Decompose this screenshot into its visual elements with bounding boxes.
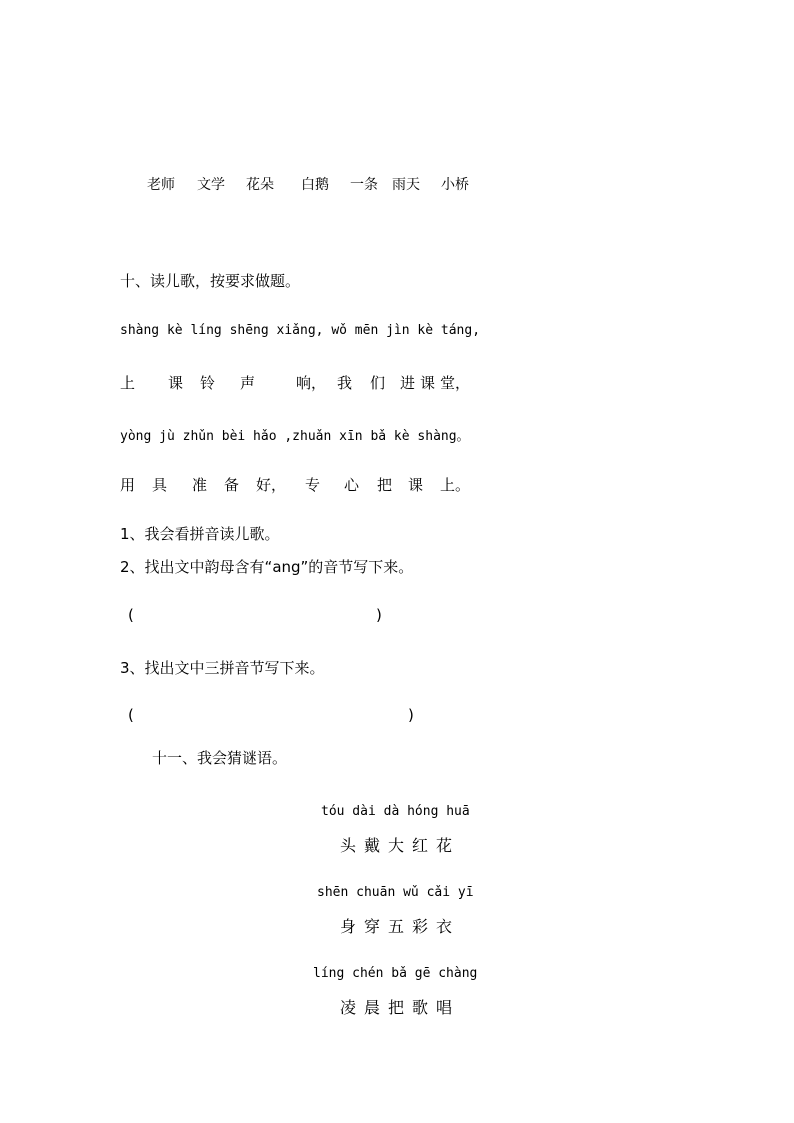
poem-char: 堂， bbox=[440, 374, 471, 392]
open-paren: ( bbox=[128, 706, 134, 724]
poem-char: 心 bbox=[344, 476, 360, 494]
riddle-hanzi: 头戴大红花 bbox=[340, 836, 461, 855]
poem-pinyin-line-1: shàng kè líng shēng xiǎng, wǒ mēn jìn kè táng, bbox=[120, 323, 481, 338]
poem-char: 响， bbox=[296, 374, 327, 392]
poem-char: 们 bbox=[370, 374, 386, 392]
poem-char: 用 bbox=[120, 476, 136, 494]
close-paren: ) bbox=[376, 606, 382, 624]
word-item: 小桥 bbox=[441, 177, 469, 193]
question-1: 1、我会看拼音读儿歌。 bbox=[120, 525, 280, 543]
poem-char: 备 bbox=[224, 476, 240, 494]
poem-char: 我 bbox=[337, 374, 353, 392]
section-11-title: 十一、我会猜谜语。 bbox=[152, 749, 288, 767]
poem-char: 课 bbox=[168, 374, 184, 392]
word-item: 老师 bbox=[147, 177, 175, 193]
poem-char: 具 bbox=[152, 476, 168, 494]
poem-char: 声 bbox=[240, 374, 256, 392]
word-item: 白鹅 bbox=[301, 177, 329, 193]
poem-char: 上。 bbox=[440, 476, 471, 494]
poem-char: 进 bbox=[400, 374, 416, 392]
word-item: 一条 bbox=[350, 177, 378, 193]
word-item: 文学 bbox=[197, 177, 225, 193]
poem-char: 准 bbox=[192, 476, 208, 494]
poem-char: 铃 bbox=[200, 374, 216, 392]
open-paren: ( bbox=[128, 606, 134, 624]
poem-char: 好， bbox=[256, 476, 287, 494]
riddle-pinyin: líng chén bǎ gē chàng bbox=[313, 966, 478, 981]
poem-char: 上 bbox=[120, 374, 136, 392]
riddle-hanzi: 身穿五彩衣 bbox=[340, 917, 461, 936]
poem-char: 课 bbox=[420, 374, 436, 392]
poem-char: 课 bbox=[408, 476, 424, 494]
section-10-title: 十、读儿歌，按要求做题。 bbox=[120, 272, 301, 290]
word-item: 雨天 bbox=[392, 177, 420, 193]
word-item: 花朵 bbox=[246, 177, 274, 193]
poem-char: 把 bbox=[377, 476, 393, 494]
question-2: 2、找出文中韵母含有“ang”的音节写下来。 bbox=[120, 558, 414, 576]
poem-char: 专 bbox=[305, 476, 321, 494]
riddle-pinyin: tóu dài dà hóng huā bbox=[321, 804, 470, 819]
riddle-hanzi: 凌晨把歌唱 bbox=[340, 998, 461, 1017]
close-paren: ) bbox=[408, 706, 414, 724]
riddle-pinyin: shēn chuān wǔ cǎi yī bbox=[317, 885, 474, 900]
question-3: 3、找出文中三拼音节写下来。 bbox=[120, 659, 325, 677]
poem-pinyin-line-2: yòng jù zhǔn bèi hǎo ,zhuǎn xīn bǎ kè shàng。 bbox=[120, 429, 470, 444]
